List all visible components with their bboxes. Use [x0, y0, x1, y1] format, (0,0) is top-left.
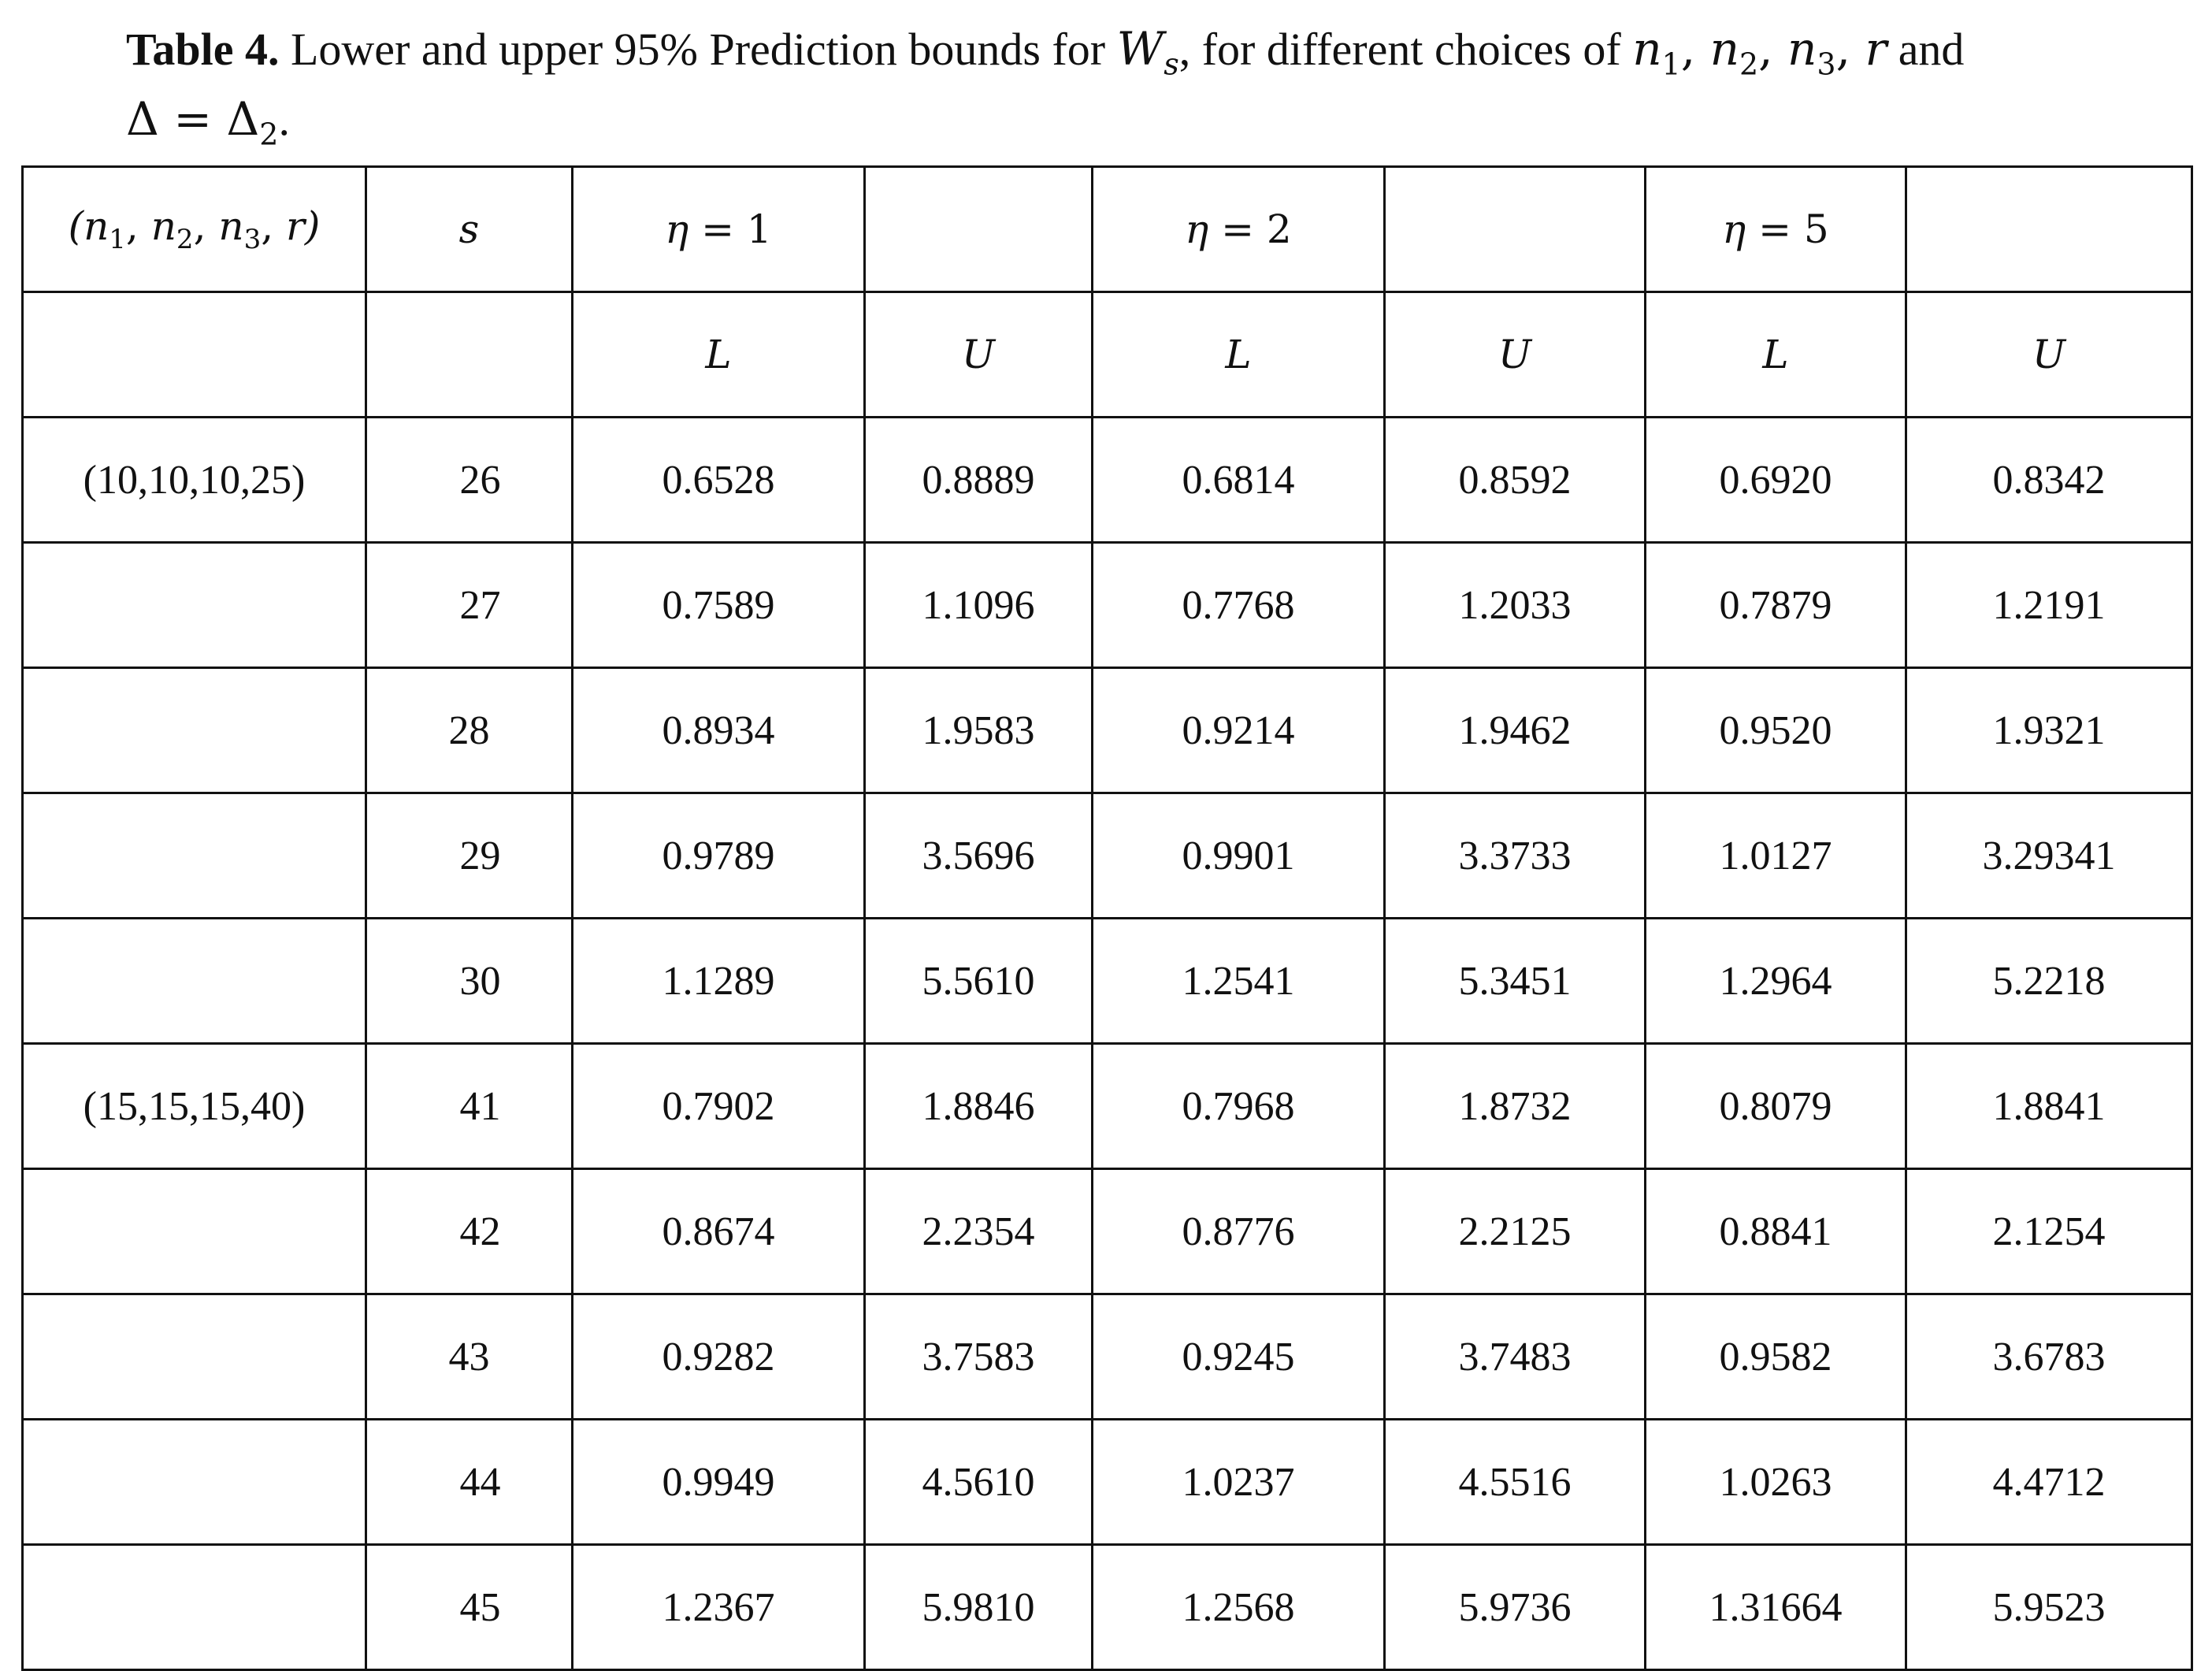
cell-upper-eta-1: 3.7583 — [865, 1294, 1093, 1420]
cell-upper-eta-1: 1.1096 — [865, 543, 1093, 668]
cell-upper-eta-2: 5.3451 — [1385, 919, 1646, 1044]
cell-lower-eta-5: 0.7879 — [1646, 543, 1906, 668]
cell-s: 28 — [366, 668, 573, 793]
cell-group — [23, 793, 366, 919]
cell-s: 41 — [366, 1044, 573, 1169]
table-row — [23, 1169, 2192, 1294]
cell-lower-eta-5: 0.8841 — [1646, 1169, 1906, 1294]
caption-text-3: and — [1887, 24, 1965, 75]
cell-upper-eta-5: 3.6783 — [1906, 1294, 2192, 1420]
symbol-n1: $n_1$ — [1632, 22, 1681, 82]
cell-s: 44 — [366, 1420, 573, 1545]
header-upper-eta-1: U — [865, 292, 1093, 418]
header-empty-s — [366, 292, 573, 418]
cell-s: 42 — [366, 1169, 573, 1294]
cell-s: 30 — [366, 919, 573, 1044]
prediction-bounds-table — [21, 165, 2193, 1671]
cell-upper-eta-5: 3.29341 — [1906, 793, 2192, 919]
symbol-n2: $n_2$ — [1709, 22, 1759, 82]
caption-label: Table 4. — [126, 24, 280, 75]
cell-upper-eta-1: 2.2354 — [865, 1169, 1093, 1294]
header-empty-2 — [1385, 167, 1646, 292]
cell-upper-eta-1: 4.5610 — [865, 1420, 1093, 1545]
cell-lower-eta-1: 1.1289 — [573, 919, 865, 1044]
header-row-eta — [23, 167, 2192, 292]
symbol-delta: Δ — [126, 92, 159, 146]
table-row — [23, 793, 2192, 919]
cell-upper-eta-2: 2.2125 — [1385, 1169, 1646, 1294]
cell-upper-eta-1: 0.8889 — [865, 418, 1093, 543]
table-row — [23, 668, 2192, 793]
header-eta-2: η = 2 — [1093, 167, 1385, 292]
cell-upper-eta-2: 5.9736 — [1385, 1545, 1646, 1670]
cell-lower-eta-2: 0.8776 — [1093, 1169, 1385, 1294]
table-row — [23, 1545, 2192, 1670]
cell-lower-eta-2: 0.6814 — [1093, 418, 1385, 543]
cell-lower-eta-2: 0.9214 — [1093, 668, 1385, 793]
cell-lower-eta-5: 1.0263 — [1646, 1420, 1906, 1545]
cell-upper-eta-5: 1.8841 — [1906, 1044, 2192, 1169]
header-empty-1 — [865, 167, 1093, 292]
cell-upper-eta-1: 5.5610 — [865, 919, 1093, 1044]
header-upper-eta-5: U — [1906, 292, 2192, 418]
cell-s: 45 — [366, 1545, 573, 1670]
table-caption: Table 4. Lower and upper 95% Prediction bounds for $W_s$, for different choices of $n_1$, $n_2$, $n_3$, r and $\Delta = \Delta_2$. — [126, 22, 1965, 152]
cell-upper-eta-1: 3.5696 — [865, 793, 1093, 919]
table-row — [23, 919, 2192, 1044]
cell-group — [23, 668, 366, 793]
cell-upper-eta-5: 5.9523 — [1906, 1545, 2192, 1670]
cell-s: 26 — [366, 418, 573, 543]
caption-text-1: Lower and upper 95% Prediction bounds for — [279, 24, 1117, 75]
header-eta-5: η = 5 — [1646, 167, 1906, 292]
cell-lower-eta-2: 1.2541 — [1093, 919, 1385, 1044]
cell-upper-eta-2: 3.3733 — [1385, 793, 1646, 919]
cell-lower-eta-1: 0.8674 — [573, 1169, 865, 1294]
header-group: ($n_1$, $n_2$, $n_3$, r) — [23, 167, 366, 292]
table-row — [23, 418, 2192, 543]
cell-group — [23, 1545, 366, 1670]
header-lower-eta-1: L — [573, 292, 865, 418]
header-eta-1: η = 1 — [573, 167, 865, 292]
cell-group — [23, 919, 366, 1044]
cell-s: 29 — [366, 793, 573, 919]
cell-upper-eta-2: 1.8732 — [1385, 1044, 1646, 1169]
cell-lower-eta-1: 0.7589 — [573, 543, 865, 668]
caption-equals: = — [158, 92, 227, 146]
cell-upper-eta-5: 0.8342 — [1906, 418, 2192, 543]
symbol-r: r — [1865, 22, 1887, 76]
cell-lower-eta-1: 0.7902 — [573, 1044, 865, 1169]
cell-group: (10,10,10,25) — [23, 418, 366, 543]
cell-lower-eta-1: 0.8934 — [573, 668, 865, 793]
header-s: s — [366, 167, 573, 292]
cell-group — [23, 1420, 366, 1545]
cell-upper-eta-1: 1.8846 — [865, 1044, 1093, 1169]
cell-upper-eta-1: 1.9583 — [865, 668, 1093, 793]
cell-lower-eta-2: 0.7968 — [1093, 1044, 1385, 1169]
cell-lower-eta-1: 0.6528 — [573, 418, 865, 543]
cell-s: 27 — [366, 543, 573, 668]
cell-upper-eta-5: 5.2218 — [1906, 919, 2192, 1044]
header-empty-group — [23, 292, 366, 418]
cell-lower-eta-1: 0.9282 — [573, 1294, 865, 1420]
cell-lower-eta-5: 0.8079 — [1646, 1044, 1906, 1169]
symbol-w: $W_s$ — [1116, 22, 1179, 82]
cell-lower-eta-2: 0.9901 — [1093, 793, 1385, 919]
cell-lower-eta-2: 1.2568 — [1093, 1545, 1385, 1670]
cell-lower-eta-5: 0.9582 — [1646, 1294, 1906, 1420]
cell-upper-eta-2: 0.8592 — [1385, 418, 1646, 543]
table-row — [23, 1420, 2192, 1545]
cell-group: (15,15,15,40) — [23, 1044, 366, 1169]
header-upper-eta-2: U — [1385, 292, 1646, 418]
cell-lower-eta-2: 1.0237 — [1093, 1420, 1385, 1545]
cell-upper-eta-5: 2.1254 — [1906, 1169, 2192, 1294]
cell-group — [23, 543, 366, 668]
cell-upper-eta-2: 1.9462 — [1385, 668, 1646, 793]
caption-end: . — [278, 94, 290, 145]
symbol-delta2: $\Delta_2$ — [226, 92, 279, 152]
cell-upper-eta-2: 3.7483 — [1385, 1294, 1646, 1420]
cell-lower-eta-2: 0.7768 — [1093, 543, 1385, 668]
cell-lower-eta-5: 1.2964 — [1646, 919, 1906, 1044]
header-empty-3 — [1906, 167, 2192, 292]
table-row — [23, 543, 2192, 668]
caption-text-2: , for different choices of — [1178, 24, 1633, 75]
header-row-bounds — [23, 292, 2192, 418]
cell-group — [23, 1294, 366, 1420]
cell-group — [23, 1169, 366, 1294]
cell-lower-eta-2: 0.9245 — [1093, 1294, 1385, 1420]
cell-upper-eta-5: 1.2191 — [1906, 543, 2192, 668]
table-row — [23, 1044, 2192, 1169]
cell-lower-eta-5: 1.0127 — [1646, 793, 1906, 919]
cell-lower-eta-1: 1.2367 — [573, 1545, 865, 1670]
table-row — [23, 1294, 2192, 1420]
cell-lower-eta-1: 0.9789 — [573, 793, 865, 919]
cell-lower-eta-1: 0.9949 — [573, 1420, 865, 1545]
cell-lower-eta-5: 1.31664 — [1646, 1545, 1906, 1670]
cell-upper-eta-2: 4.5516 — [1385, 1420, 1646, 1545]
header-lower-eta-2: L — [1093, 292, 1385, 418]
cell-lower-eta-5: 0.6920 — [1646, 418, 1906, 543]
header-lower-eta-5: L — [1646, 292, 1906, 418]
cell-s: 43 — [366, 1294, 573, 1420]
cell-upper-eta-5: 4.4712 — [1906, 1420, 2192, 1545]
cell-upper-eta-5: 1.9321 — [1906, 668, 2192, 793]
symbol-n3: $n_3$ — [1787, 22, 1836, 82]
cell-lower-eta-5: 0.9520 — [1646, 668, 1906, 793]
cell-upper-eta-2: 1.2033 — [1385, 543, 1646, 668]
cell-upper-eta-1: 5.9810 — [865, 1545, 1093, 1670]
